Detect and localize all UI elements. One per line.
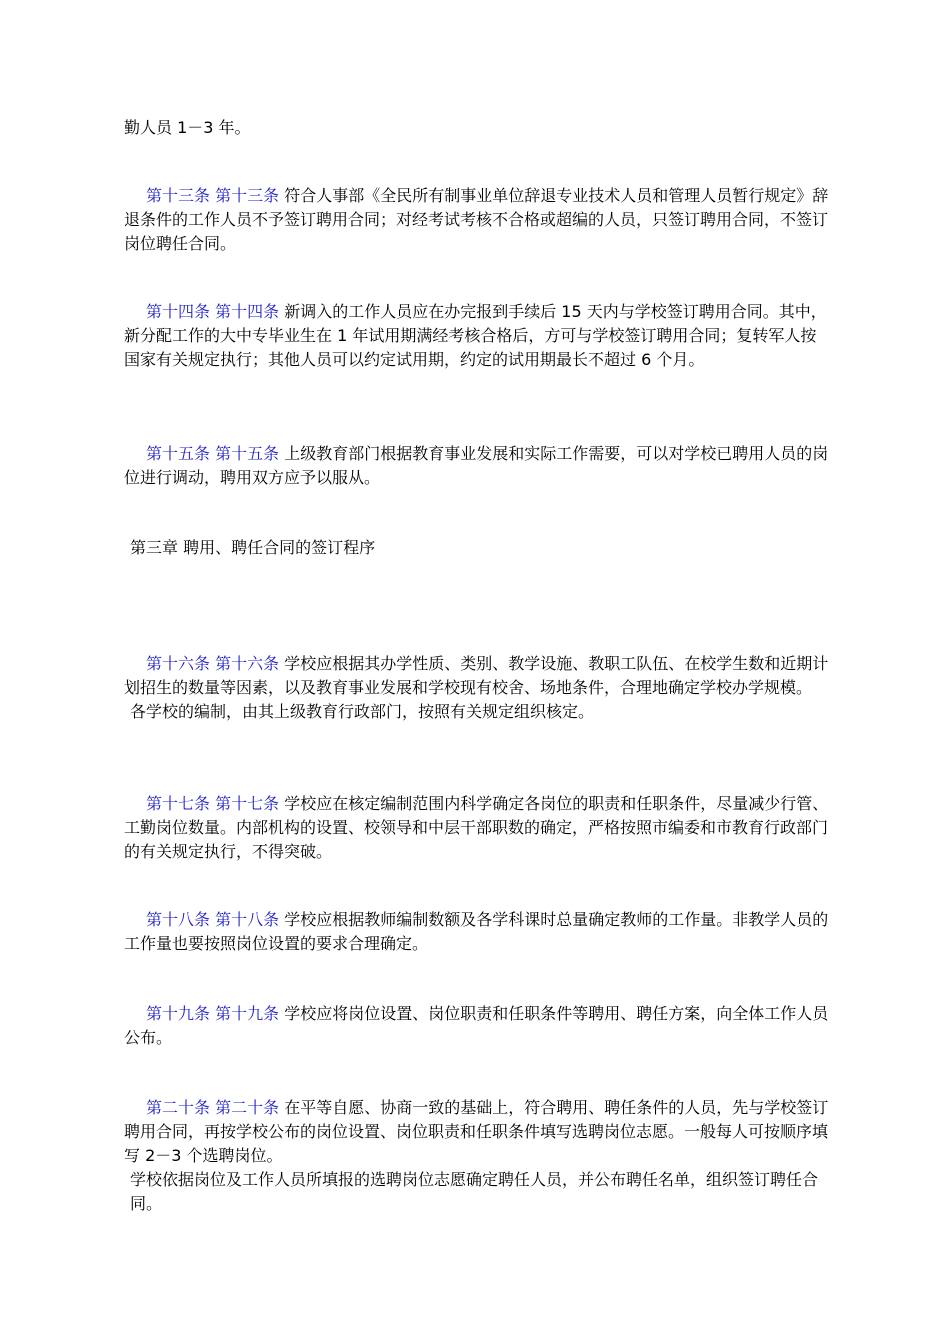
article-13	[124, 184, 830, 256]
article-15	[124, 442, 830, 490]
article-15-label[interactable]: 第十五条	[146, 444, 211, 463]
article-17-text: 学校应在核定编制范围内科学确定各岗位的职责和任职条件，尽量减少行管、工勤岗位数量。内部机构的设置、校领导和中层干部职数的确定，严格按照市编委和市教育行政部门的有关规定执行，不得突破。	[124, 794, 829, 861]
article-14	[124, 300, 830, 372]
article-15-text: 上级教育部门根据教育事业发展和实际工作需要，可以对学校已聘用人员的岗位进行调动，聘用双方应予以服从。	[124, 444, 829, 487]
article-14-label[interactable]: 第十四条	[146, 302, 211, 321]
article-20-extra: 学校依据岗位及工作人员所填报的选聘岗位志愿确定聘任人员，并公布聘任名单，组织签订聘任合同。	[130, 1170, 819, 1213]
article-19-label-dup[interactable]: 第十九条	[215, 1004, 280, 1023]
article-20-text: 在平等自愿、协商一致的基础上，符合聘用、聘任条件的人员，先与学校签订聘用合同，再按学校公布的岗位设置、岗位职责和任职条件填写选聘岗位志愿。一般每人可按顺序填写 2－3 个选聘岗位。	[124, 1098, 829, 1165]
chapter-heading: 第三章 聘用、聘任合同的签订程序	[130, 538, 376, 557]
article-16-label-dup[interactable]: 第十六条	[215, 654, 280, 673]
article-16	[124, 652, 830, 724]
article-20	[124, 1096, 830, 1216]
article-15-label-dup[interactable]: 第十五条	[215, 444, 280, 463]
article-17	[124, 792, 830, 864]
article-13-label-dup[interactable]: 第十三条	[215, 186, 280, 205]
article-20-label[interactable]: 第二十条	[146, 1098, 211, 1117]
article-20-label-dup[interactable]: 第二十条	[215, 1098, 280, 1117]
article-13-text: 符合人事部《全民所有制事业单位辞退专业技术人员和管理人员暂行规定》辞退条件的工作人员不予签订聘用合同；对经考试考核不合格或超编的人员，只签订聘用合同，不签订岗位聘任合同。	[124, 186, 829, 253]
article-19-label[interactable]: 第十九条	[146, 1004, 211, 1023]
article-19	[124, 1002, 830, 1050]
article-17-label[interactable]: 第十七条	[146, 794, 211, 813]
article-18	[124, 908, 830, 956]
continued-fragment: 勤人员 1－3 年。	[124, 118, 251, 137]
article-16-extra: 各学校的编制，由其上级教育行政部门，按照有关规定组织核定。	[130, 702, 595, 721]
article-17-label-dup[interactable]: 第十七条	[215, 794, 280, 813]
article-14-text: 新调入的工作人员应在办完报到手续后 15 天内与学校签订聘用合同。其中，新分配工作的大中专毕业生在 1 年试用期满经考核合格后，方可与学校签订聘用合同；复转军人按国家有关规定执行；其他人员可以约定试用期，约定的试用期最长不超过 6 个月。	[124, 302, 827, 369]
article-19-text: 学校应将岗位设置、岗位职责和任职条件等聘用、聘任方案，向全体工作人员公布。	[124, 1004, 829, 1047]
article-18-label-dup[interactable]: 第十八条	[215, 910, 280, 929]
article-14-label-dup[interactable]: 第十四条	[215, 302, 280, 321]
article-13-label[interactable]: 第十三条	[146, 186, 211, 205]
article-18-text: 学校应根据教师编制数额及各学科课时总量确定教师的工作量。非教学人员的工作量也要按照岗位设置的要求合理确定。	[124, 910, 829, 953]
article-18-label[interactable]: 第十八条	[146, 910, 211, 929]
article-16-text: 学校应根据其办学性质、类别、教学设施、教职工队伍、在校学生数和近期计划招生的数量等因素，以及教育事业发展和学校现有校舍、场地条件，合理地确定学校办学规模。	[124, 654, 829, 697]
article-16-label[interactable]: 第十六条	[146, 654, 211, 673]
